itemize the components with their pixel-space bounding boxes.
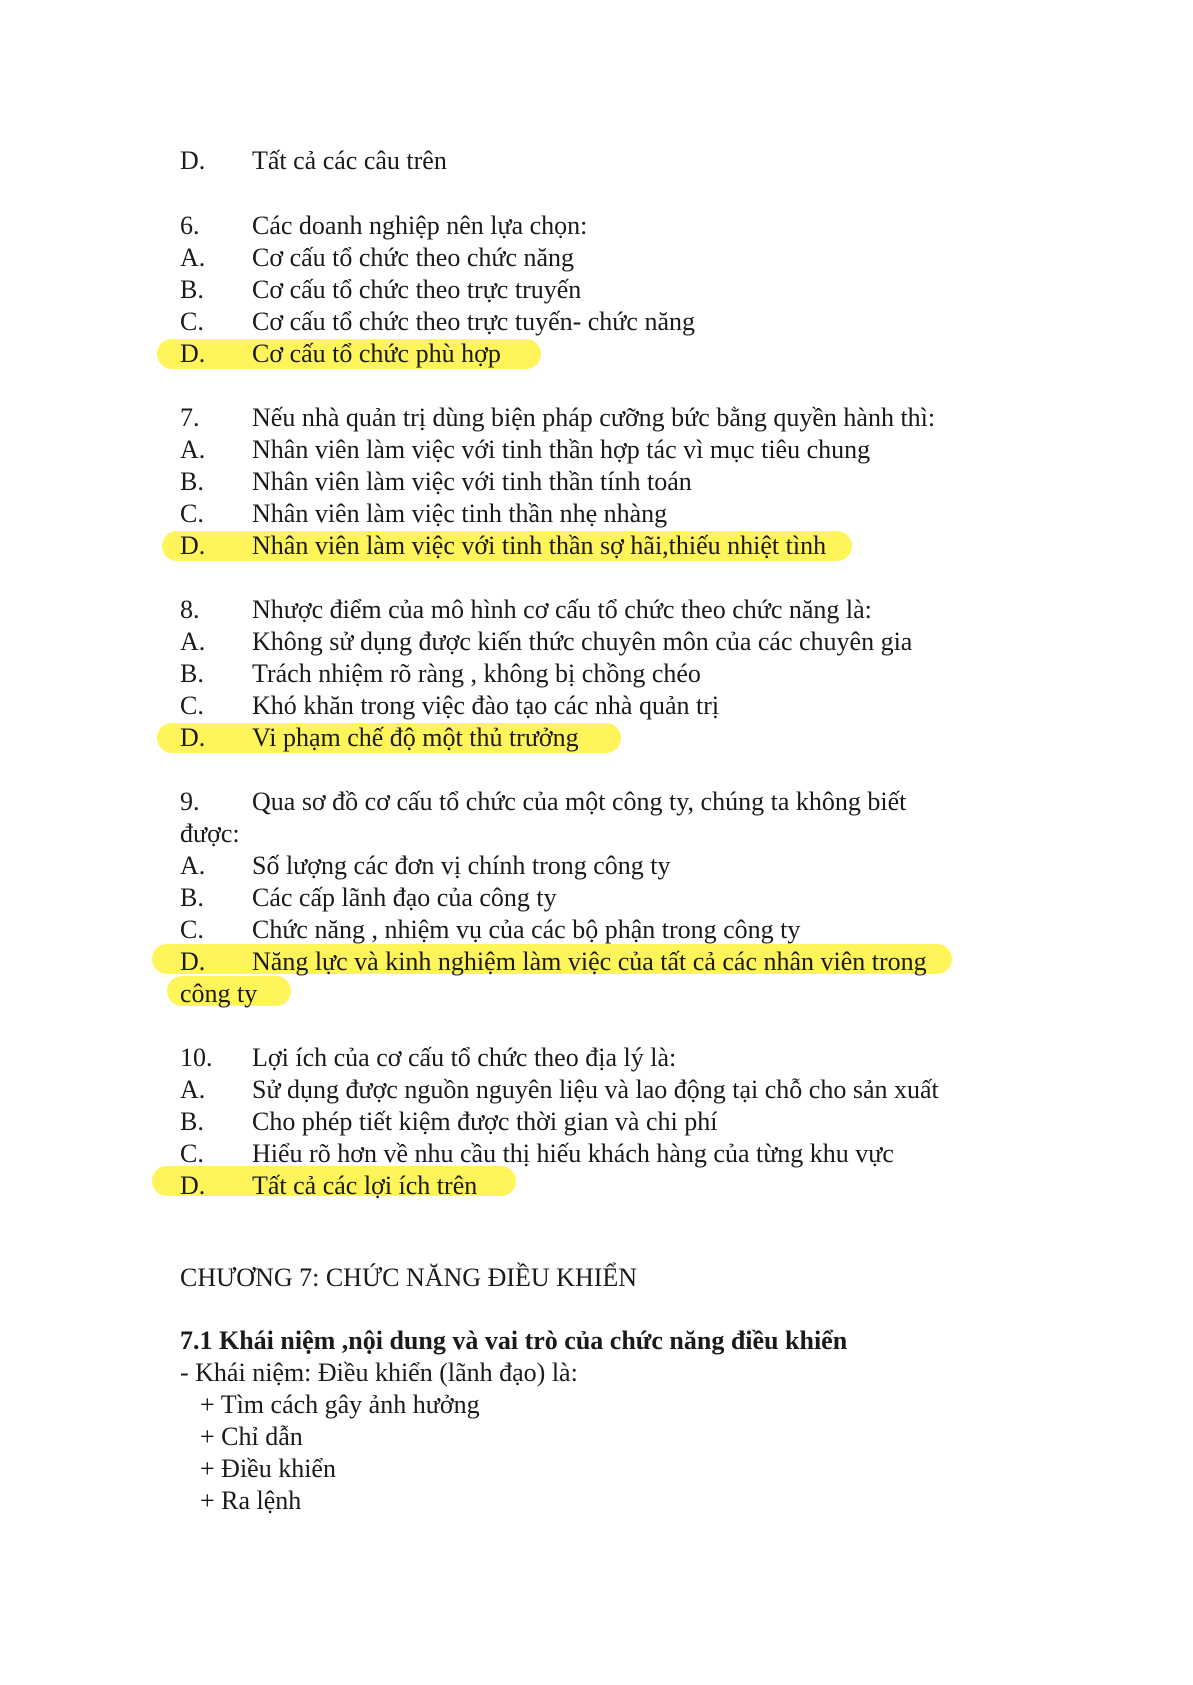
option-text: Hiểu rõ hơn về nhu cầu thị hiếu khách hàng của từng khu vực	[252, 1139, 894, 1168]
option-text: Nhân viên làm việc tinh thần nhẹ nhàng	[252, 499, 668, 528]
option-text: Các cấp lãnh đạo của công ty	[252, 883, 557, 912]
option-text: Cơ cấu tổ chức theo chức năng	[252, 243, 575, 272]
option-line	[180, 1074, 939, 1106]
option-line	[180, 882, 557, 914]
option-label: C.	[180, 499, 204, 528]
question-number: 7.	[180, 403, 200, 432]
question-number: 6.	[180, 211, 200, 240]
question-stem	[180, 402, 935, 434]
option-line	[180, 850, 671, 882]
chapter-title: CHƯƠNG 7: CHỨC NĂNG ĐIỀU KHIỂN	[180, 1263, 638, 1292]
option-line	[180, 626, 912, 658]
question-number: 8.	[180, 595, 200, 624]
option-line	[180, 690, 719, 722]
option-text: Khó khăn trong việc đào tạo các nhà quản trị	[252, 691, 720, 720]
definition-line: - Khái niệm: Điều khiển (lãnh đạo) là:	[180, 1358, 578, 1387]
option-label: D.	[180, 339, 206, 368]
option-label: D.	[180, 1171, 206, 1200]
option-line	[180, 498, 667, 530]
option-line-answer	[180, 530, 826, 562]
option-text: Sử dụng được nguồn nguyên liệu và lao động tại chỗ cho sản xuất	[252, 1075, 939, 1104]
bullet-item: + Điều khiển	[200, 1454, 336, 1483]
option-line	[180, 914, 800, 946]
option-text: Chức năng , nhiệm vụ của các bộ phận trong công ty	[252, 915, 801, 944]
bullet-item: + Tìm cách gây ảnh hưởng	[200, 1390, 480, 1419]
question-stem	[180, 210, 587, 242]
question-number: 10.	[180, 1043, 213, 1072]
question-stem	[180, 594, 872, 626]
option-label: C.	[180, 1139, 204, 1168]
option-label: A.	[180, 435, 206, 464]
option-label: A.	[180, 243, 206, 272]
option-line	[180, 1138, 894, 1170]
option-label: A.	[180, 851, 206, 880]
option-line	[180, 145, 447, 177]
option-line	[180, 434, 870, 466]
option-label: B.	[180, 659, 204, 688]
question-text: Qua sơ đồ cơ cấu tổ chức của một công ty, chúng ta không biết	[252, 787, 907, 816]
option-text: Tất cả các lợi ích trên	[252, 1171, 478, 1200]
option-label: D.	[180, 947, 206, 976]
option-label: D.	[180, 531, 206, 560]
question-text: Nếu nhà quản trị dùng biện pháp cưỡng bức bằng quyền hành thì:	[252, 403, 936, 432]
option-text: Năng lực và kinh nghiệm làm việc của tất cả các nhân viên trong	[252, 947, 927, 976]
option-label: C.	[180, 307, 204, 336]
option-label: B.	[180, 275, 204, 304]
bullet-item: + Ra lệnh	[200, 1486, 302, 1515]
option-label: A.	[180, 1075, 206, 1104]
option-label: B.	[180, 467, 204, 496]
option-text: Tất cả các câu trên	[252, 146, 447, 175]
option-text: Trách nhiệm rõ ràng , không bị chồng chéo	[252, 659, 701, 688]
option-text-cont: công ty	[180, 979, 258, 1008]
option-label: C.	[180, 691, 204, 720]
option-line-answer	[180, 722, 579, 754]
option-text: Nhân viên làm việc với tinh thần tính toán	[252, 467, 692, 496]
option-label: D.	[180, 146, 206, 175]
bullet-item: + Chỉ dẫn	[200, 1422, 303, 1451]
option-line-answer	[180, 946, 927, 978]
option-text: Cơ cấu tổ chức phù hợp	[252, 339, 501, 368]
option-line	[180, 274, 581, 306]
option-text: Cơ cấu tổ chức theo trực truyến	[252, 275, 582, 304]
option-text: Cho phép tiết kiệm được thời gian và chi phí	[252, 1107, 718, 1136]
option-line-answer-cont	[180, 978, 257, 1010]
question-text: Các doanh nghiệp nên lựa chọn:	[252, 211, 588, 240]
option-text: Nhân viên làm việc với tinh thần hợp tác vì mục tiêu chung	[252, 435, 871, 464]
option-text: Số lượng các đơn vị chính trong công ty	[252, 851, 671, 880]
question-stem	[180, 786, 906, 818]
option-line	[180, 658, 701, 690]
option-line	[180, 306, 695, 338]
option-text: Vi phạm chế độ một thủ trưởng	[252, 723, 579, 752]
question-stem-continued	[180, 818, 240, 850]
option-line	[180, 242, 574, 274]
option-line	[180, 466, 692, 498]
question-text: Lợi ích của cơ cấu tổ chức theo địa lý là:	[252, 1043, 677, 1072]
question-text-cont: được:	[180, 819, 240, 848]
question-text: Nhược điểm của mô hình cơ cấu tổ chức theo chức năng là:	[252, 595, 872, 624]
question-stem	[180, 1042, 676, 1074]
question-number: 9.	[180, 787, 200, 816]
option-label: D.	[180, 723, 206, 752]
option-line-answer	[180, 338, 501, 370]
option-label: B.	[180, 1107, 204, 1136]
option-text: Không sử dụng được kiến thức chuyên môn của các chuyên gia	[252, 627, 913, 656]
option-text: Nhân viên làm việc với tinh thần sợ hãi,thiếu nhiệt tình	[252, 531, 827, 560]
option-label: C.	[180, 915, 204, 944]
option-line-answer	[180, 1170, 477, 1202]
section-heading: 7.1 Khái niệm ,nội dung và vai trò của chức năng điều khiển	[180, 1326, 848, 1355]
option-label: B.	[180, 883, 204, 912]
option-line	[180, 1106, 717, 1138]
option-label: A.	[180, 627, 206, 656]
option-text: Cơ cấu tổ chức theo trực tuyến- chức năng	[252, 307, 695, 336]
